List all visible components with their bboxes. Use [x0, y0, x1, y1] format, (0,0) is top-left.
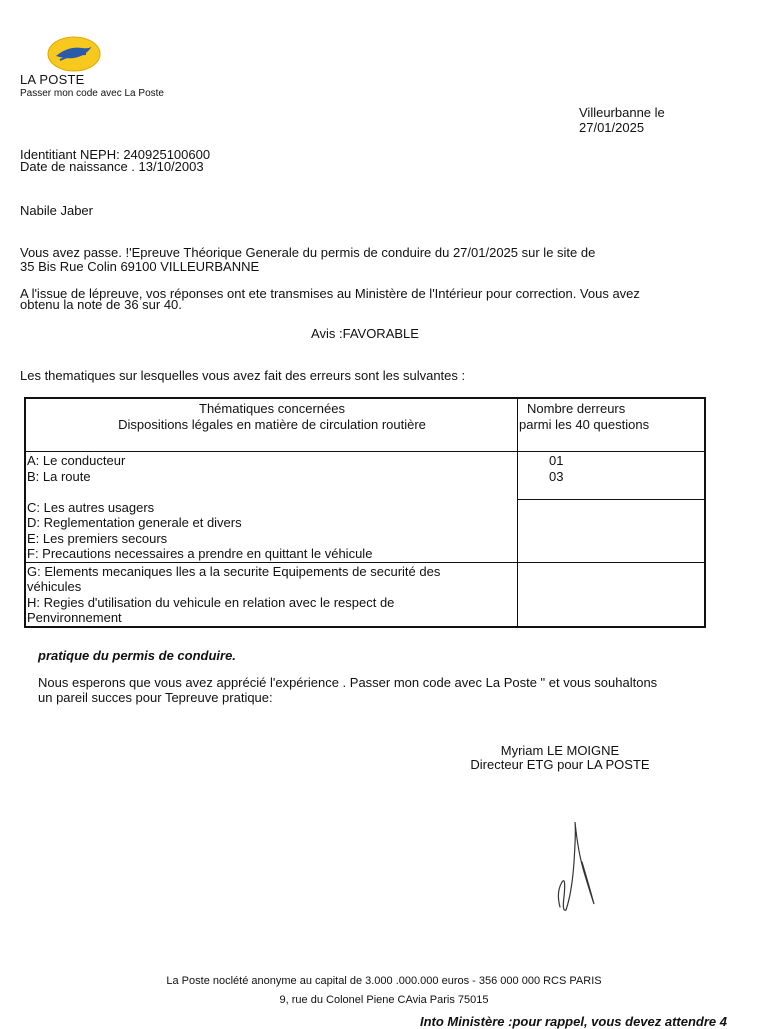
closing-bold-line: pratique du permis de conduire.: [38, 648, 236, 663]
header-count-title: Nombre derreurs: [527, 401, 626, 416]
themes-group-1: [25, 452, 518, 500]
theme-h: H: Regies d'utilisation du vehicule en relation avec le respect de: [27, 594, 395, 610]
theme-g: G: Elements mecaniques lles a la securite Equipements de securité des: [27, 563, 441, 579]
footer-cutoff-note: Into Ministère :pour rappel, vous devez attendre 4: [420, 1014, 728, 1029]
la-poste-logo-icon: [46, 34, 102, 74]
header-count-subtitle: parmi les 40 questions: [519, 416, 650, 432]
theme-g-cont: véhicules: [27, 579, 82, 594]
header-count-cell: [518, 398, 706, 452]
theme-d: D: Reglementation generale et divers: [27, 515, 242, 530]
header-themes-subtitle: Dispositions légales en matière de circulation routière: [118, 416, 426, 432]
exam-info-line1: Vous avez passe. !'Epreuve Théorique Generale du permis de conduire du 27/01/2025 sur le site de: [20, 245, 596, 260]
counts-group-3: [518, 562, 706, 627]
counts-group-1: [518, 452, 706, 500]
verdict: Avis :FAVORABLE: [311, 326, 419, 341]
theme-b: B: La route: [27, 468, 91, 484]
errors-intro: Les thematiques sur lesquelles vous avez fait des erreurs sont les sulvantes :: [20, 368, 466, 383]
birth-date: Date de naissance . 13/10/2003: [20, 159, 204, 174]
signature-icon: [548, 812, 608, 922]
date: 27/01/2025: [579, 120, 645, 135]
result-line1: A l'issue de lépreuve, vos réponses ont ete transmises au Ministère de l'Intérieur pour correction. Vous avez: [20, 286, 640, 301]
theme-a: A: Le conducteur: [27, 453, 126, 468]
error-themes-table: [24, 397, 706, 628]
brand-tagline: Passer mon code avec La Poste: [20, 88, 164, 99]
table-row: [25, 500, 705, 563]
theme-e: E: Les premiers secours: [27, 530, 168, 546]
count-b: 03: [549, 468, 564, 484]
footer-legal-line1: La Poste noclété anonyme au capital de 3.000 .000.000 euros - 356 000 000 RCS PARIS: [166, 975, 602, 987]
table-header-row: [25, 398, 705, 452]
count-a: 01: [549, 453, 564, 468]
candidate-name: Nabile Jaber: [20, 203, 93, 218]
brand-name: LA POSTE: [20, 72, 85, 87]
signer-title: Directeur ETG pour LA POSTE: [470, 757, 650, 772]
themes-group-3: [25, 562, 518, 627]
theme-h-cont: Penvironnement: [27, 610, 122, 625]
place: Villeurbanne le: [579, 105, 665, 120]
table-row: [25, 562, 705, 627]
theme-c: C: Les autres usagers: [27, 499, 155, 515]
counts-group-2: [518, 500, 706, 563]
header-themes-title: Thématiques concernées: [199, 401, 345, 416]
neph-number: Identitiant NEPH: 240925100600: [20, 147, 211, 162]
exam-info-line2: 35 Bis Rue Colin 69100 VILLEURBANNE: [20, 259, 260, 274]
themes-group-2: [25, 500, 518, 563]
table-row: [25, 452, 705, 500]
header-themes-cell: [25, 398, 518, 452]
closing-line1: Nous esperons que vous avez apprécié l'expérience . Passer mon code avec La Poste " et vous souhaltons: [38, 675, 658, 690]
closing-line2: un pareil succes pour Tepreuve pratique:: [38, 690, 273, 705]
signer-name: Myriam LE MOIGNE: [500, 743, 620, 758]
result-line2: obtenu la note de 36 sur 40.: [20, 297, 182, 312]
footer-address: 9, rue du Colonel Piene CAvia Paris 75015: [279, 994, 489, 1006]
theme-f: F: Precautions necessaires a prendre en quittant le véhicule: [27, 546, 373, 561]
